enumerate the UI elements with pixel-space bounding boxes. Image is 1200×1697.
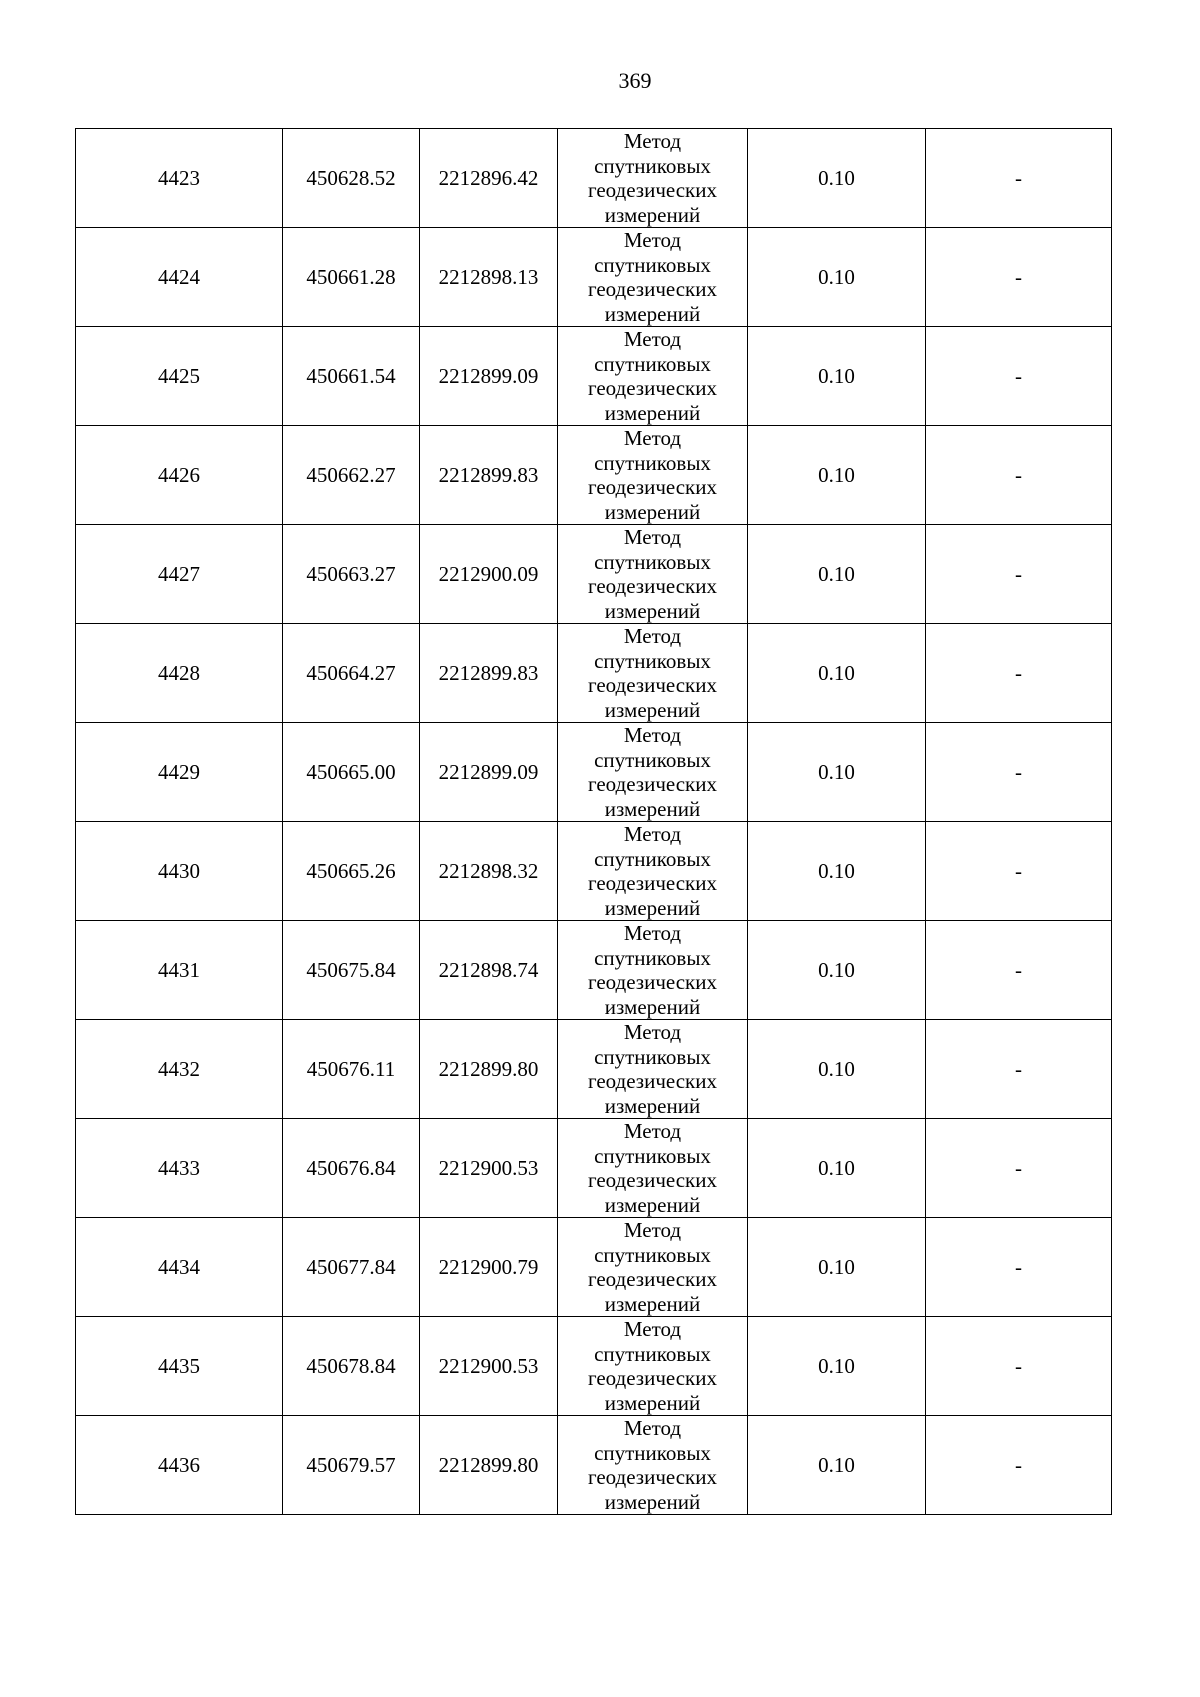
point-number-cell: 4430 (76, 822, 283, 921)
method-line: спутниковых (594, 1044, 711, 1069)
point-number-cell: 4425 (76, 327, 283, 426)
method-line: геодезических (587, 178, 717, 202)
table-row (76, 1218, 1112, 1317)
y-coordinate-cell: 2212900.53 (420, 1119, 558, 1218)
table-row (76, 228, 1112, 327)
point-number-cell: 4426 (76, 426, 283, 525)
x-coordinate-cell: 450675.84 (283, 921, 420, 1020)
point-number-cell: 4428 (76, 624, 283, 723)
note-cell: - (926, 327, 1112, 426)
method-line: Метод (623, 426, 682, 450)
method-line: геодезических (587, 673, 717, 697)
method-line: спутниковых (594, 846, 711, 871)
method-cell (558, 822, 748, 921)
note-cell: - (926, 822, 1112, 921)
y-coordinate-cell: 2212899.09 (420, 327, 558, 426)
method-cell (558, 1416, 748, 1515)
point-number-cell: 4427 (76, 525, 283, 624)
method-line: геодезических (587, 1069, 717, 1093)
method-line: Метод (623, 129, 682, 153)
table-row (76, 822, 1112, 921)
accuracy-cell: 0.10 (748, 1218, 926, 1317)
method-line: спутниковых (594, 1242, 711, 1267)
accuracy-cell: 0.10 (748, 525, 926, 624)
method-line: спутниковых (594, 945, 711, 970)
y-coordinate-cell: 2212898.13 (420, 228, 558, 327)
method-line: спутниковых (594, 1440, 711, 1465)
method-line: Метод (623, 228, 682, 252)
accuracy-cell: 0.10 (748, 822, 926, 921)
method-line: спутниковых (594, 252, 711, 277)
point-number-cell: 4435 (76, 1317, 283, 1416)
method-cell (558, 1317, 748, 1416)
method-line: геодезических (587, 1366, 717, 1390)
method-line: Метод (623, 1119, 682, 1143)
table-row (76, 1020, 1112, 1119)
x-coordinate-cell: 450662.27 (283, 426, 420, 525)
point-number-cell: 4433 (76, 1119, 283, 1218)
table-row (76, 723, 1112, 822)
point-number-cell: 4424 (76, 228, 283, 327)
accuracy-cell: 0.10 (748, 1317, 926, 1416)
table-row (76, 1119, 1112, 1218)
point-number-cell: 4429 (76, 723, 283, 822)
method-line: геодезических (587, 574, 717, 598)
y-coordinate-cell: 2212899.80 (420, 1020, 558, 1119)
point-number-cell: 4436 (76, 1416, 283, 1515)
y-coordinate-cell: 2212900.53 (420, 1317, 558, 1416)
method-line: Метод (623, 723, 682, 747)
method-line: Метод (623, 327, 682, 351)
method-cell (558, 1119, 748, 1218)
method-line: Метод (623, 1317, 682, 1341)
x-coordinate-cell: 450677.84 (283, 1218, 420, 1317)
table-row (76, 129, 1112, 228)
y-coordinate-cell: 2212900.79 (420, 1218, 558, 1317)
method-cell (558, 1218, 748, 1317)
note-cell: - (926, 921, 1112, 1020)
note-cell: - (926, 426, 1112, 525)
method-line: Метод (623, 822, 682, 846)
note-cell: - (926, 1416, 1112, 1515)
x-coordinate-cell: 450679.57 (283, 1416, 420, 1515)
x-coordinate-cell: 450664.27 (283, 624, 420, 723)
note-cell: - (926, 624, 1112, 723)
accuracy-cell: 0.10 (748, 723, 926, 822)
method-line: измерений (604, 301, 701, 326)
x-coordinate-cell: 450678.84 (283, 1317, 420, 1416)
method-line: спутниковых (594, 1143, 711, 1168)
y-coordinate-cell: 2212899.83 (420, 426, 558, 525)
method-cell (558, 1020, 748, 1119)
method-line: геодезических (587, 1267, 717, 1291)
accuracy-cell: 0.10 (748, 228, 926, 327)
x-coordinate-cell: 450661.54 (283, 327, 420, 426)
note-cell: - (926, 525, 1112, 624)
method-line: спутниковых (594, 153, 711, 178)
method-line: измерений (604, 796, 701, 821)
method-line: спутниковых (594, 450, 711, 475)
table-row (76, 921, 1112, 1020)
method-line: геодезических (587, 277, 717, 301)
method-line: геодезических (587, 772, 717, 796)
table-row (76, 1416, 1112, 1515)
coordinates-table-body (76, 129, 1112, 1515)
y-coordinate-cell: 2212899.80 (420, 1416, 558, 1515)
method-line: геодезических (587, 871, 717, 895)
method-line: измерений (604, 1093, 701, 1118)
point-number-cell: 4431 (76, 921, 283, 1020)
note-cell: - (926, 1020, 1112, 1119)
method-cell (558, 525, 748, 624)
method-line: спутниковых (594, 1341, 711, 1366)
x-coordinate-cell: 450663.27 (283, 525, 420, 624)
x-coordinate-cell: 450665.00 (283, 723, 420, 822)
method-line: спутниковых (594, 351, 711, 376)
method-line: измерений (604, 1291, 701, 1316)
method-line: Метод (623, 1416, 682, 1440)
table-row (76, 327, 1112, 426)
method-line: Метод (623, 1218, 682, 1242)
accuracy-cell: 0.10 (748, 1119, 926, 1218)
table-row (76, 624, 1112, 723)
x-coordinate-cell: 450676.84 (283, 1119, 420, 1218)
point-number-cell: 4432 (76, 1020, 283, 1119)
method-cell (558, 129, 748, 228)
x-coordinate-cell: 450661.28 (283, 228, 420, 327)
method-line: геодезических (587, 1168, 717, 1192)
method-line: Метод (623, 921, 682, 945)
y-coordinate-cell: 2212900.09 (420, 525, 558, 624)
accuracy-cell: 0.10 (748, 1020, 926, 1119)
method-cell (558, 426, 748, 525)
method-line: измерений (604, 895, 701, 920)
note-cell: - (926, 129, 1112, 228)
method-line: измерений (604, 499, 701, 524)
method-line: измерений (604, 994, 701, 1019)
method-line: Метод (623, 525, 682, 549)
note-cell: - (926, 1218, 1112, 1317)
method-cell (558, 228, 748, 327)
coordinates-table (75, 128, 1112, 1515)
note-cell: - (926, 723, 1112, 822)
method-line: спутниковых (594, 747, 711, 772)
method-line: Метод (623, 624, 682, 648)
accuracy-cell: 0.10 (748, 1416, 926, 1515)
method-line: измерений (604, 1390, 701, 1415)
note-cell: - (926, 1317, 1112, 1416)
method-line: геодезических (587, 970, 717, 994)
method-line: геодезических (587, 376, 717, 400)
note-cell: - (926, 228, 1112, 327)
point-number-cell: 4434 (76, 1218, 283, 1317)
y-coordinate-cell: 2212896.42 (420, 129, 558, 228)
method-line: Метод (623, 1020, 682, 1044)
x-coordinate-cell: 450628.52 (283, 129, 420, 228)
method-line: спутниковых (594, 648, 711, 673)
x-coordinate-cell: 450676.11 (283, 1020, 420, 1119)
page-number: 369 (618, 68, 652, 93)
accuracy-cell: 0.10 (748, 327, 926, 426)
y-coordinate-cell: 2212898.74 (420, 921, 558, 1020)
accuracy-cell: 0.10 (748, 129, 926, 228)
method-cell (558, 921, 748, 1020)
method-cell (558, 327, 748, 426)
method-line: измерений (604, 400, 701, 425)
method-line: геодезических (587, 1465, 717, 1489)
method-line: измерений (604, 202, 701, 227)
method-line: спутниковых (594, 549, 711, 574)
table-row (76, 426, 1112, 525)
method-line: геодезических (587, 475, 717, 499)
method-line: измерений (604, 1489, 701, 1514)
method-cell (558, 624, 748, 723)
method-line: измерений (604, 1192, 701, 1217)
y-coordinate-cell: 2212898.32 (420, 822, 558, 921)
note-cell: - (926, 1119, 1112, 1218)
accuracy-cell: 0.10 (748, 921, 926, 1020)
accuracy-cell: 0.10 (748, 624, 926, 723)
method-cell (558, 723, 748, 822)
x-coordinate-cell: 450665.26 (283, 822, 420, 921)
accuracy-cell: 0.10 (748, 426, 926, 525)
y-coordinate-cell: 2212899.09 (420, 723, 558, 822)
table-row (76, 1317, 1112, 1416)
y-coordinate-cell: 2212899.83 (420, 624, 558, 723)
point-number-cell: 4423 (76, 129, 283, 228)
method-line: измерений (604, 598, 701, 623)
table-row (76, 525, 1112, 624)
method-line: измерений (604, 697, 701, 722)
